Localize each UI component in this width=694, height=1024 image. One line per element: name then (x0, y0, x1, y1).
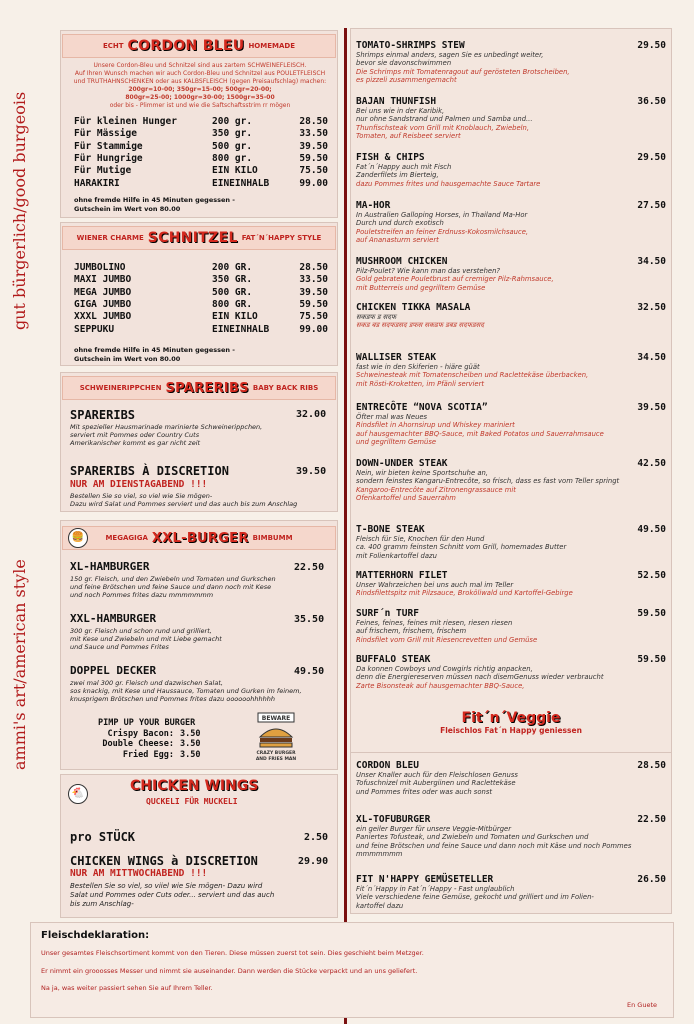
menu-item-price: 42.50 (637, 458, 666, 469)
price-row (74, 274, 328, 286)
pimp-up-list (96, 718, 236, 760)
menu-item-price: 59.50 (637, 608, 666, 619)
menu-item-desc: सकडफ ड सदफ (356, 313, 397, 321)
menu-item-price: 26.50 (637, 874, 666, 885)
spareribs-title: SPARERIBS (165, 380, 249, 396)
price-row-size: EINEINHALB (212, 177, 270, 189)
schnitzel-title: SCHNITZEL (147, 230, 238, 246)
menu-item (356, 152, 666, 188)
schnitzel-pre: WIENER CHARME (76, 234, 144, 242)
menu-item-detail: Schweinesteak mit Tomatenscheiben und Raclettekäse überbacken, (356, 371, 589, 380)
price-row (74, 141, 328, 153)
pimp-row: Double Cheese: 3.50 (102, 739, 201, 749)
price-row-label: Für Mässige (74, 128, 137, 140)
menu-item-price: 49.50 (637, 524, 666, 535)
veggie-header (356, 706, 666, 750)
price-row (74, 287, 328, 299)
burger-item-name: XL-HAMBURGER (70, 560, 150, 573)
cordon-header (62, 34, 336, 58)
menu-item-name: BAJAN THUNFISH (356, 96, 437, 107)
menu-item-detail: Tomaten, auf Reisbeet serviert (356, 131, 461, 140)
price-row (74, 324, 328, 336)
sidebar-label-bottom: ammi's art/american style (10, 559, 29, 770)
wings-discretion-desc: Bestellen Sie so viel, so viiel wie Sie mögen- Dazu wird Salat und Pommes oder Cuts oder... serviert und das auch bis zum Anschlag- (70, 882, 275, 908)
menu-item-desc: Feines, feines, feines mit riesen, riesen riesen (356, 619, 513, 627)
menu-item-name: MATTERHORN FILET (356, 570, 448, 581)
menu-item-desc: Fleisch für Sie, Knochen für den Hund (356, 535, 485, 543)
burger-pre: MEGAGIGA (105, 534, 148, 542)
spareribs-item-price: 32.00 (296, 409, 327, 420)
menu-item-detail: auf Ananasturm serviert (356, 235, 439, 244)
spareribs-discretion-note: NUR AM DIENSTAGABEND !!! (70, 479, 208, 490)
price-row-price: 99.00 (299, 177, 328, 189)
burger-item-desc: 300 gr. Fleisch und schon rund und grilliert, mit Kese und Zwiebeln und mit Liebe gemacht und Sauce und Pommes Frites (70, 627, 222, 651)
price-row-price: 33.50 (299, 128, 328, 140)
price-row-size: EINEINHALB (212, 323, 270, 335)
price-row-label: Für Hungrige (74, 152, 143, 164)
menu-item (356, 96, 666, 140)
burger-item-price: 35.50 (294, 614, 325, 625)
svg-text:CRAZY BURGER: CRAZY BURGER (256, 751, 296, 756)
menu-item-desc: fast wie in den Skiferien - hiäre güät (356, 363, 480, 371)
burger-item-name: XXL-HAMBURGER (70, 612, 157, 625)
menu-item-desc: ca. 400 gramm feinsten Schnitt vom Grill, homemades Butter (356, 543, 567, 552)
menu-item (356, 524, 666, 560)
column-divider (344, 28, 347, 1024)
wings-item-price: 2.50 (304, 832, 329, 843)
menu-item (356, 40, 666, 84)
pimp-title: PIMP UP YOUR BURGER (98, 718, 196, 728)
veggie-title: Fit´n´Veggie (461, 710, 561, 726)
menu-item-desc: ein geiler Burger für unsere Veggie-Mitbürger (356, 825, 512, 833)
spareribs-discretion-desc: Bestellen Sie so viel, so viel wie Sie mögen- Dazu wird Salat und Pommes serviert und das auch bis zum Anschlag (70, 492, 298, 508)
price-row-size: 800 GR. (212, 298, 253, 310)
menu-item-detail: mit Butterreis und gegrilltem Gemüse (356, 283, 486, 292)
menu-item-name: FISH & CHIPS (356, 152, 425, 163)
menu-item-desc: kartoffel dazu (356, 901, 404, 910)
wings-discretion-note: NUR AM MITTWOCHABEND !!! (70, 868, 208, 879)
menu-item (356, 654, 666, 690)
menu-item-name: CHICKEN TIKKA MASALA (356, 302, 471, 313)
menu-item-name: MA-HOR (356, 200, 391, 211)
wings-title: CHICKEN WINGS (130, 778, 259, 794)
menu-item-name: SURF´n TURF (356, 608, 419, 619)
menu-item-desc: Da konnen Cowboys und Cowgirls richtig anpacken, (356, 665, 533, 673)
menu-item-detail: Pouletstreifen an feiner Erdnuss-Kokosmilchsauce, (356, 227, 529, 236)
spareribs-item-desc: Mit spezieller Hausmarinade marinierte Schweinerippchen, serviert mit Pommes oder Country Cuts Amerikanischer kommt es gar nicht zeit (70, 423, 263, 447)
burger-item-desc: zwei mal 300 gr. Fleisch und dazwischen Salat, sos knackig, mit Kese und Haussauce, Tomaten und Gurken im feinem, knusprigem Brötschen und Pommes frites dazu oooooohhhhhh (70, 679, 302, 703)
menu-item-price: 29.50 (637, 152, 666, 163)
svg-text:AND FRIES MAN: AND FRIES MAN (255, 757, 297, 762)
price-row-size: EIN KILO (212, 165, 258, 177)
price-row (74, 262, 328, 274)
chicken-icon: 🐔 (68, 784, 88, 804)
spareribs-post: BABY BACK RIBS (252, 384, 319, 392)
price-row-price: 59.50 (299, 152, 328, 164)
menu-item-name: DOWN-UNDER STEAK (356, 458, 448, 469)
menu-item-price: 29.50 (637, 40, 666, 51)
price-row-price: 39.50 (299, 140, 328, 152)
menu-item-detail: auf hausgemachter BBQ-Sauce, mit Baked Potatos und Sauerrahmsauce (356, 429, 604, 438)
pimp-row: Fried Egg: 3.50 (122, 749, 201, 760)
menu-item-desc: Shrimps einmal anders, sagen Sie es unbedingt weiter, (356, 51, 544, 59)
menu-item (356, 814, 666, 858)
wings-subtitle: QUCKELI FÜR MUCKELI (146, 797, 238, 806)
price-row-label: HARAKIRI (74, 177, 120, 189)
menu-item-name: T-BONE STEAK (356, 524, 425, 535)
menu-item-desc: auf frischem, frischem, frischem (356, 627, 467, 636)
price-row-label: MAXI JUMBO (74, 274, 132, 286)
menu-item-name: XL-TOFUBURGER (356, 814, 431, 825)
menu-item-price: 59.50 (637, 654, 666, 665)
menu-item-desc: und Pommes frites oder was auch sonst (356, 787, 493, 796)
menu-item-desc: sondern feinstes Kangaru-Entrecôte, so frisch, dass es fast vom Teller springt (356, 477, 620, 486)
price-row-price: 59.50 (299, 298, 328, 310)
menu-item-name: ENTRECÔTE “NOVA SCOTIA” (356, 402, 488, 413)
menu-item-desc: Tofuschnizel mit Aubergiinen und Raclettekäse (356, 779, 516, 788)
burger-post: BIMBUMM (252, 534, 293, 542)
menu-item-detail: Thunfischsteak vom Grill mit Knoblauch, Zwiebeln, (356, 123, 529, 132)
cordon-intro: Unsere Cordon-Bleu und Schnitzel sind aus zartem SCHWEINEFLEISCH. Auf Ihren Wunsch machen wir auch Cordon-Bleu und Schnitzel aus POULETFLEISCH und TRUTHAHNSCHENKEN oder aus KALBSFLEISCH (gegen Preisaufschlag) machen: 200gr=10-00; 350gr=15-00; 500gr=20-00; 800gr=25-00; 1000gr=30-00; 1500gr=35-00 oder bis - Plimmer ist und wie die Saftschaftsstrim rr mögen (73, 62, 327, 109)
cordon-note: ohne fremde Hilfe in 45 Minuten gegessen - Gutschein im Wert von 80.00 (74, 196, 235, 213)
menu-item (356, 458, 666, 502)
menu-item-desc: nur ohne Sandstrand und Palmen und Samba und... (356, 115, 533, 124)
schnitzel-header (62, 226, 336, 250)
sidebar-label-top: gut bürgerlich/good burgeois (10, 91, 29, 330)
menu-item-name: TOMATO-SHRIMPS STEW (356, 40, 465, 51)
menu-item-detail: Gold gebratene Pouletbrust auf cremiger Pilz-Rahmsauce, (356, 275, 554, 284)
menu-item-name: WALLISER STEAK (356, 352, 437, 363)
price-row-size: 500 gr. (212, 140, 253, 152)
menu-item-desc: Pilz-Poulet? Wie kann man das verstehen? (356, 267, 501, 275)
price-row-price: 39.50 (299, 286, 328, 298)
price-row-size: 500 GR. (212, 286, 253, 298)
price-row-size: 200 gr. (212, 116, 253, 127)
menu-item-detail: mit Rösti-Kroketten, im Pfänli serviert (356, 379, 485, 388)
menu-item-detail: Die Schrimps mit Tomatenragout auf gerösteten Brotscheiben, (356, 67, 570, 76)
menu-item-detail: dazu Pommes frites und hausgemachte Sauce Tartare (356, 179, 541, 188)
burger-item-price: 49.50 (294, 666, 325, 677)
menu-item-desc: und feine Brötschen und feine Sauce und dann noch mit Käse und noch Pommes (356, 841, 632, 850)
menu-item-desc: denn die Energiereserven müssen nach disemGenuss wieder verbraucht (356, 673, 604, 682)
price-row (74, 165, 328, 177)
menu-item-price: 27.50 (637, 200, 666, 211)
price-row (74, 153, 328, 165)
price-row-price: 75.50 (299, 165, 328, 177)
pimp-row: Crispy Bacon: 3.50 (107, 728, 201, 739)
cordon-pre: ECHT (102, 42, 124, 50)
menu-item-detail: Ofenkartoffel und Sauerrahm (356, 493, 456, 502)
price-row-label: JUMBOLINO (74, 262, 126, 273)
menu-item-price: 34.50 (637, 256, 666, 267)
menu-item (356, 608, 666, 644)
menu-item-desc: Viele verschiedene feine Gemüse, gekocht und grilliert und im Folien- (356, 893, 594, 902)
menu-item-desc: In Australien Galloping Horses, in Thailand Ma-Hor (356, 211, 528, 219)
menu-item-detail: Rindsfilettspitz mit Pilzsauce, Broköliwald und Kartoffel-Gebirge (356, 589, 573, 598)
menu-item-name: CORDON BLEU (356, 760, 419, 771)
burger-title: XXL-BURGER (151, 530, 249, 546)
declaration-sign: En Guete (627, 1001, 657, 1009)
price-row (74, 128, 328, 140)
menu-item-name: BUFFALO STEAK (356, 654, 431, 665)
cordon-post: HOMEMADE (248, 42, 295, 50)
menu-item-detail: es pizzeli zusammengemacht (356, 75, 457, 84)
price-row-label: XXXL JUMBO (74, 311, 132, 323)
menu-item-price: 39.50 (637, 402, 666, 413)
wings-item-name: pro STÜCK (70, 830, 136, 844)
menu-item-desc: Paniertes Tofusteak, und Zwiebeln und Tomaten und Gurkschen und (356, 833, 589, 842)
burger-item-desc: 150 gr. Fleisch, und den Zwiebeln und Tomaten und Gurkschen und feine Brötschen und feine Sauce und dann noch mit Kese und noch Pommes frites dazu mmmmmmm (70, 575, 276, 599)
menu-item (356, 352, 666, 388)
menu-item-desc: Fat´n´Happy auch mit Fisch (356, 163, 452, 171)
price-row-label: GIGA JUMBO (74, 298, 132, 310)
declaration-title: Fleischdeklaration: (41, 930, 150, 941)
wings-discretion-name: CHICKEN WINGS à DISCRETION (70, 854, 258, 868)
declaration-line: Na ja, was weiter passiert sehen Sie auf Ihrem Teller. (41, 984, 213, 992)
price-row-price: 75.50 (299, 311, 328, 323)
menu-item-name: MUSHROOM CHICKEN (356, 256, 448, 267)
menu-item-price: 52.50 (637, 570, 666, 581)
burger-icon: 🍔 (68, 528, 88, 548)
menu-item-price: 22.50 (637, 814, 666, 825)
menu-item-desc: Unser Knaller auch für den Fleischlosen Genuss (356, 771, 518, 779)
price-row (74, 311, 328, 323)
price-row-size: 350 GR. (212, 274, 253, 286)
menu-item-desc: bevor sie davonschwimmen (356, 59, 452, 68)
menu-item-detail: Rindsfilet vom Grill mit Riesencrevetten und Gemüse (356, 635, 538, 644)
menu-item-desc: mmmmmmm (356, 849, 403, 858)
price-row-size: EIN KILO (212, 311, 258, 323)
price-row-size: 200 GR. (212, 262, 253, 273)
menu-item-name: FIT N'HAPPY GEMÜSETELLER (356, 874, 494, 885)
price-row (74, 299, 328, 311)
menu-item-detail: Kangaroo-Entrecôte auf Zitronengrassauce mit (356, 485, 516, 494)
menu-item-price: 32.50 (637, 302, 666, 313)
veggie-subtitle: Fleischlos Fat´n Happy geniessen (440, 726, 582, 735)
burger-item-name: DOPPEL DECKER (70, 664, 157, 677)
menu-item (356, 570, 666, 598)
price-row-price: 28.50 (299, 116, 328, 127)
spareribs-pre: SCHWEINERIPPCHEN (79, 384, 162, 392)
menu-item-detail: und gegrilltem Gemüse (356, 437, 437, 446)
menu-item-desc: Bei uns wie in der Karibik, (356, 107, 445, 115)
burger-header (62, 526, 336, 550)
spareribs-discretion-price: 39.50 (296, 466, 327, 477)
declaration-line: Unser gesamtes Fleischsortiment kommt von den Tieren. Diese müssen zuerst tot sein. Dies geschieht beim Metzger. (41, 949, 424, 957)
price-row-price: 33.50 (299, 274, 328, 286)
crazy-burger-logo (250, 711, 302, 763)
spareribs-header (62, 376, 336, 400)
price-row-label: SEPPUKU (74, 323, 115, 335)
menu-item (356, 760, 666, 796)
price-row-price: 28.50 (299, 262, 328, 273)
menu-item-desc: Durch und durch exotisch (356, 219, 444, 228)
price-row-size: 350 gr. (212, 128, 253, 140)
price-row-label: MEGA JUMBO (74, 286, 132, 298)
menu-item-detail: Zarte Bisonsteak auf hausgemachter BBQ-Sauce, (356, 681, 525, 690)
price-row-size: 800 gr. (212, 152, 253, 164)
declaration-line: Er nimmt ein grooosses Messer und nimmt sie auseinander. Dann werden die Stücke verpackt und an uns geliefert. (41, 967, 418, 975)
menu-item-desc: Fit´n´Happy in Fat´n´Happy - Fast unglaublich (356, 885, 515, 893)
meat-declaration (30, 922, 674, 1018)
menu-item-desc: Nein, wir bieten keine Sportschuhe an, (356, 469, 488, 477)
menu-item-price: 36.50 (637, 96, 666, 107)
menu-item (356, 402, 666, 446)
menu-item-price: 28.50 (637, 760, 666, 771)
schnitzel-post: FAT´N´HAPPY STYLE (241, 234, 322, 242)
menu-item (356, 256, 666, 292)
price-row (74, 116, 328, 128)
spareribs-discretion-name: SPARERIBS À DISCRETION (70, 464, 229, 478)
menu-item-desc: mit Folienkartoffel dazu (356, 551, 437, 560)
price-row-price: 99.00 (299, 323, 328, 335)
menu-item-desc: Öfter mal was Neues (356, 413, 428, 421)
price-row-label: Für Mutige (74, 165, 132, 177)
wings-discretion-price: 29.90 (298, 856, 329, 867)
price-row (74, 178, 328, 190)
svg-text:BEWARE: BEWARE (261, 715, 291, 722)
menu-item-detail: सकड बड सदफडसद डफस सकडफ डबड सदफडसद (356, 321, 484, 330)
menu-item-desc: Zanderfilets im Bierteig, (356, 171, 439, 180)
menu-item-price: 34.50 (637, 352, 666, 363)
cordon-title: CORDON BLEU (127, 38, 245, 54)
price-row-label: Für Stammige (74, 140, 143, 152)
menu-item (356, 302, 666, 330)
price-row-label: Für kleinen Hunger (74, 116, 177, 127)
schnitzel-note: ohne fremde Hilfe in 45 Minuten gegessen - Gutschein im Wert von 80.00 (74, 346, 235, 363)
burger-item-price: 22.50 (294, 562, 325, 573)
menu-item-detail: Rindsfilet in Ahornsirup und Whiskey mariniert (356, 421, 515, 430)
spareribs-item-name: SPARERIBS (70, 408, 136, 422)
menu-item (356, 874, 666, 910)
menu-item (356, 200, 666, 244)
menu-item-desc: Unser Wahrzeichen bei uns auch mal im Teller (356, 581, 514, 589)
